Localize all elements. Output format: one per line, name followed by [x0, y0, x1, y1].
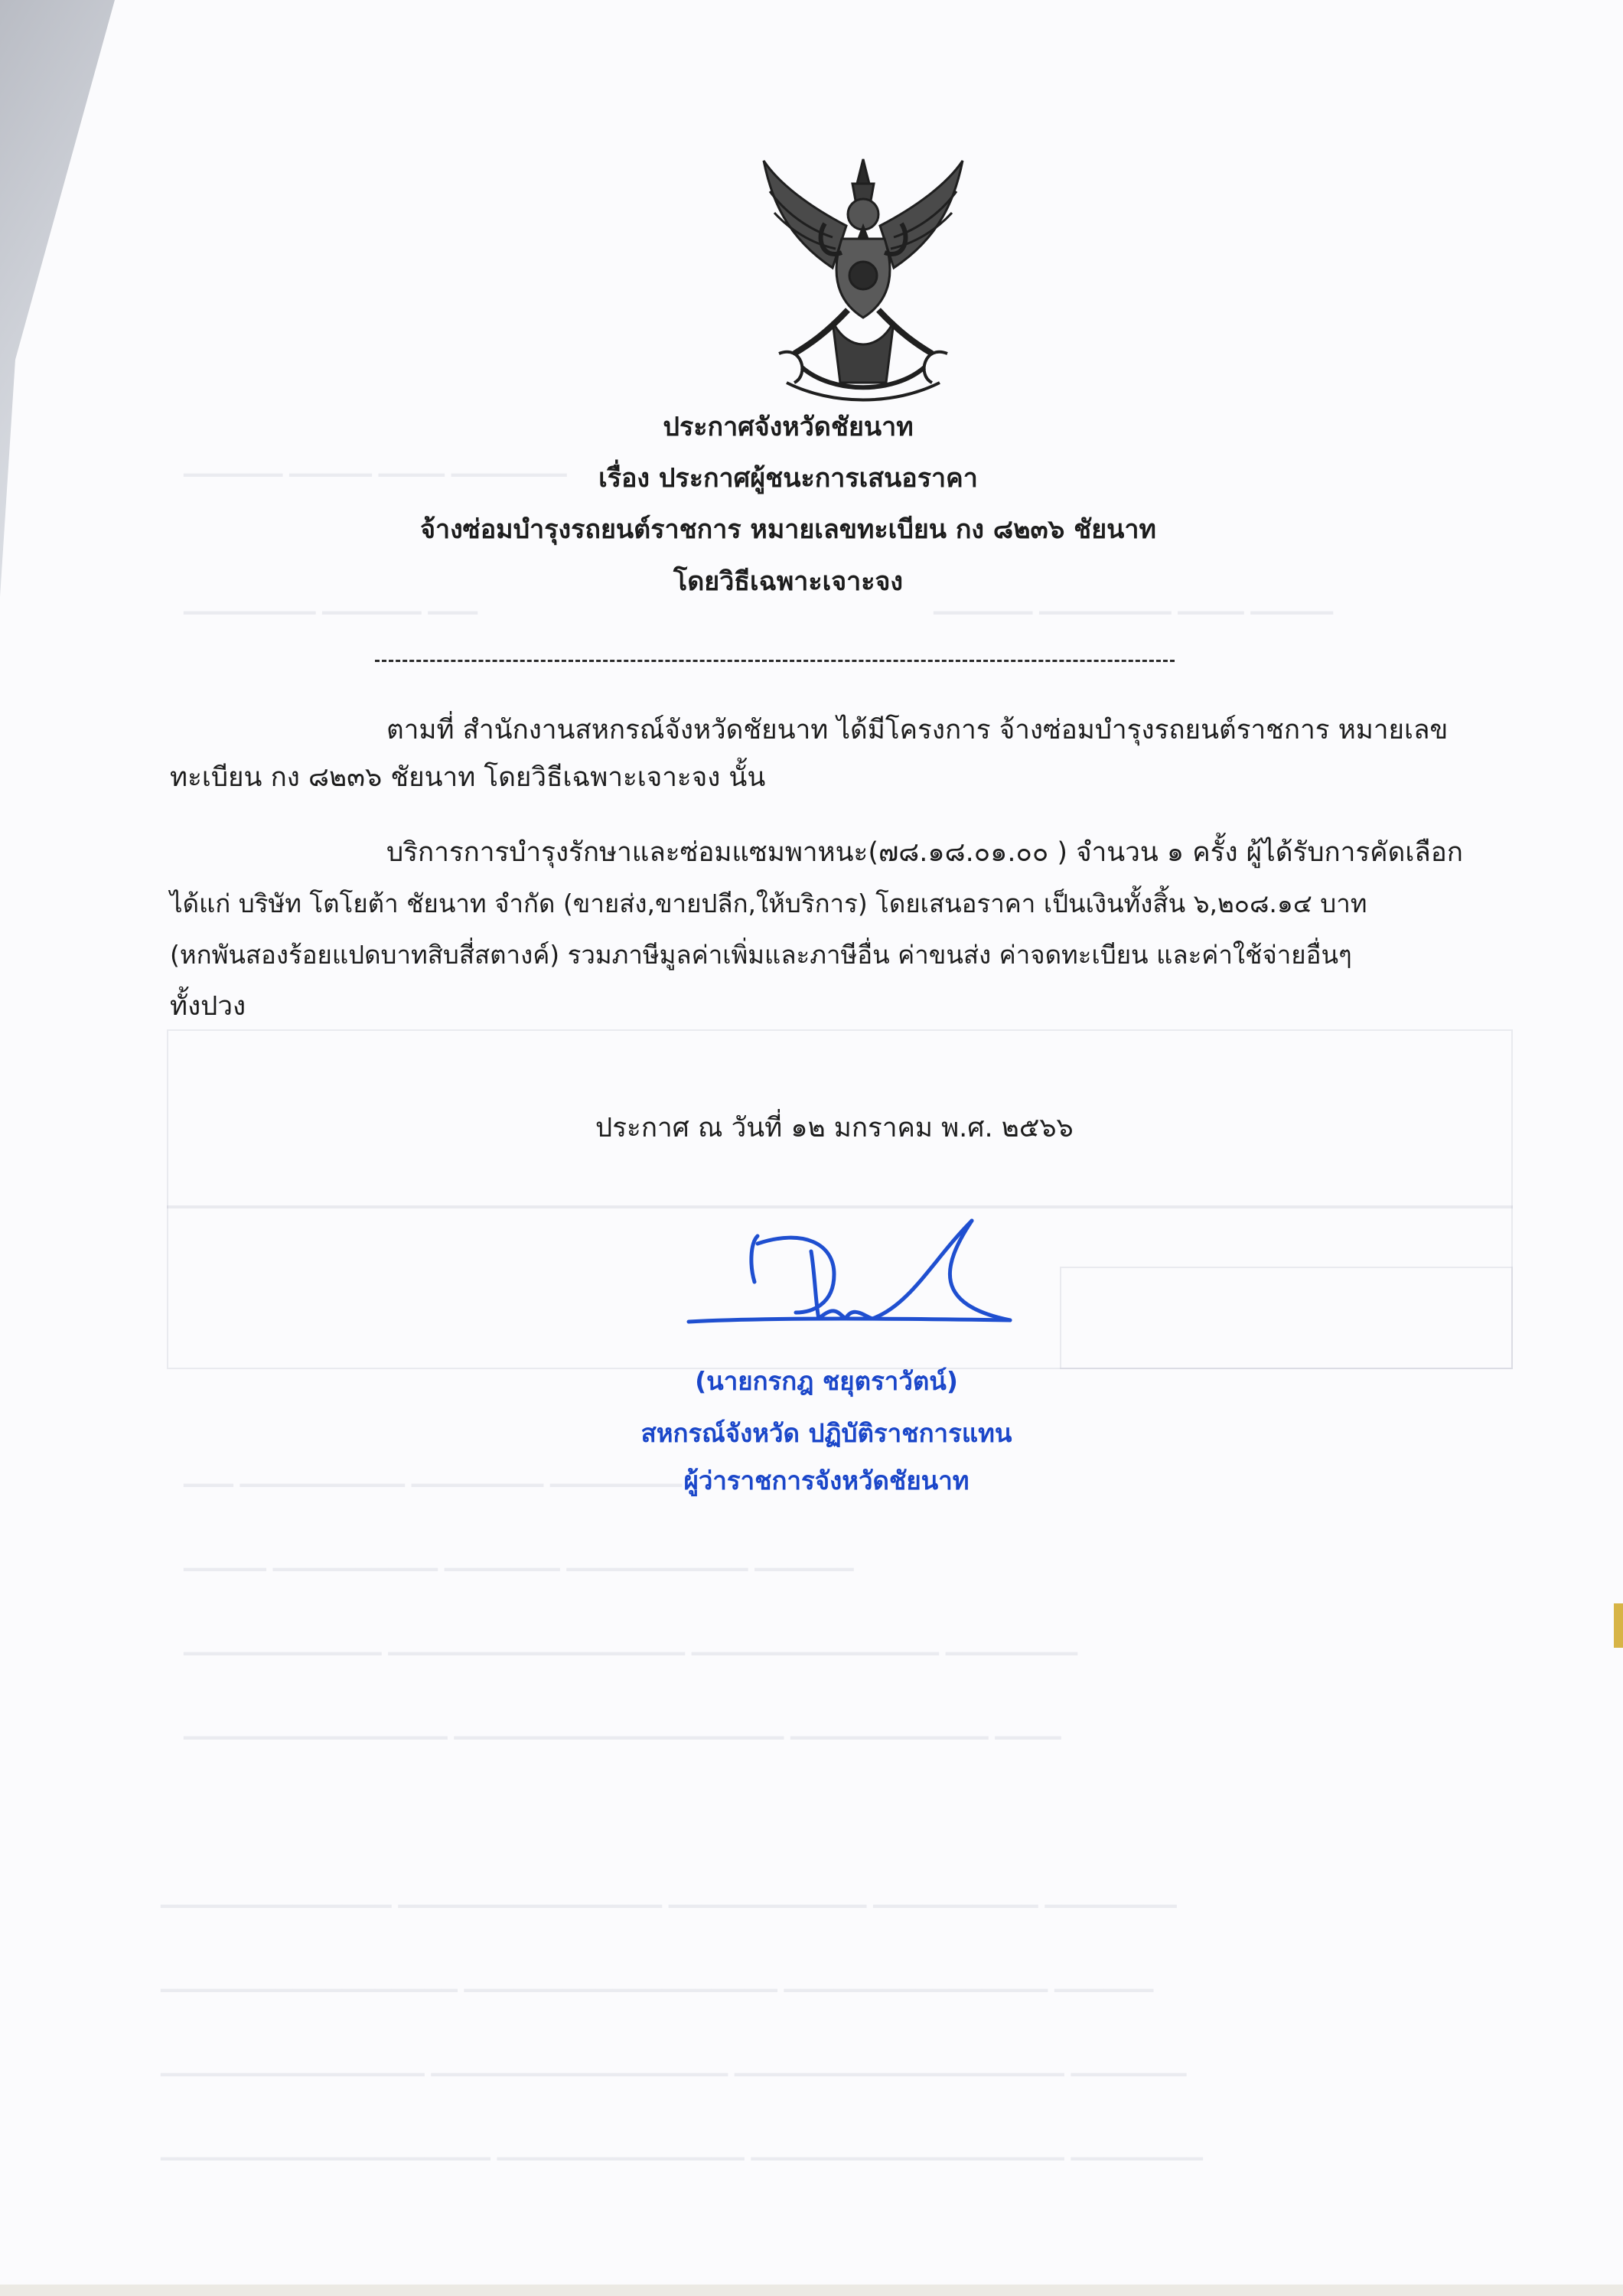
- subject-line: เรื่อง ประกาศผู้ชนะการเสนอราคา: [598, 463, 978, 494]
- announcement-date: ประกาศ ณ วันที่ ๑๒ มกราคม พ.ศ. ๒๕๖๖: [595, 1113, 1074, 1143]
- announcement-title: ประกาศจังหวัดชัยนาท: [663, 412, 914, 442]
- paragraph2-line3: (หกพันสองร้อยแปดบาทสิบสี่สตางค์) รวมภาษีมูลค่าเพิ่มและภาษีอื่น ค่าขนส่ง ค่าจดทะเบียน และค่าใช้จ่ายอื่นๆ: [170, 940, 1352, 970]
- paragraph1-line2: ทะเบียน กง ๘๒๓๖ ชัยนาท โดยวิธีเฉพาะเจาะจง นั้น: [170, 762, 766, 793]
- header-divider: [375, 660, 1175, 662]
- edge-tab-mark: [1614, 1603, 1623, 1648]
- paragraph2-line4: ทั้งปวง: [170, 991, 246, 1022]
- scan-bottom-edge: [0, 2285, 1623, 2296]
- project-title: จ้างซ่อมบำรุงรถยนต์ราชการ หมายเลขทะเบียน กง ๘๒๓๖ ชัยนาท: [420, 514, 1156, 545]
- signatory-name: (นายกรกฎ ชยุตราวัตน์): [695, 1366, 958, 1396]
- handwritten-signature-icon: [681, 1213, 1018, 1336]
- garuda-emblem-icon: [756, 153, 970, 406]
- paragraph2-line1: บริการการบำรุงรักษาและซ่อมแซมพาหนะ(๗๘.๑๘.๐๑.๐๐ ) จำนวน ๑ ครั้ง ผู้ได้รับการคัดเลือก: [386, 837, 1463, 868]
- paragraph1-line1: ตามที่ สำนักงานสหกรณ์จังหวัดชัยนาท ได้มีโครงการ จ้างซ่อมบำรุงรถยนต์ราชการ หมายเลข: [386, 715, 1449, 745]
- paragraph2-line2: ได้แก่ บริษัท โตโยต้า ชัยนาท จำกัด (ขายส่ง,ขายปลีก,ให้บริการ) โดยเสนอราคา เป็นเงินทั้งสิ้น ๖,๒๐๘.๑๔ บาท: [170, 889, 1367, 918]
- signatory-acting-for: ผู้ว่าราชการจังหวัดชัยนาท: [683, 1466, 970, 1495]
- procurement-method: โดยวิธีเฉพาะเจาะจง: [673, 566, 904, 597]
- signatory-position: สหกรณ์จังหวัด ปฏิบัติราชการแทน: [640, 1418, 1012, 1448]
